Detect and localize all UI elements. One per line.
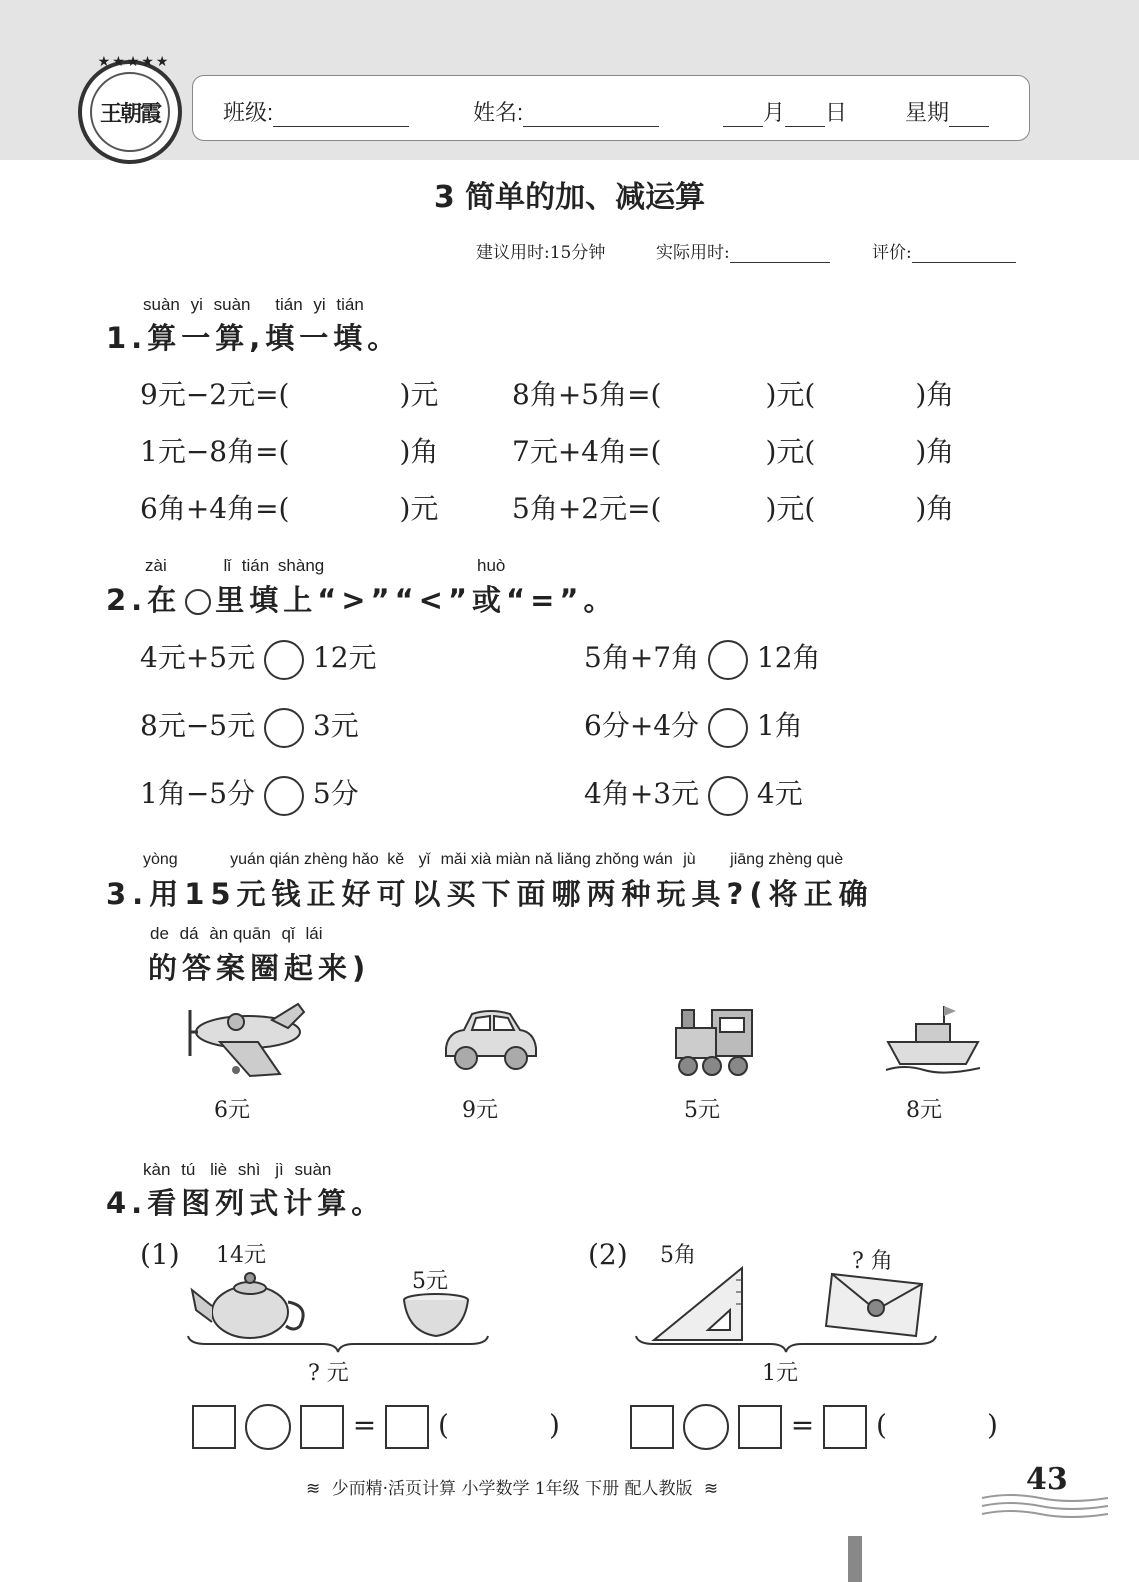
teapot-price: 14元: [216, 1243, 266, 1268]
q2-row: [584, 704, 803, 748]
compare-circle[interactable]: [264, 708, 304, 748]
paren-open: (: [438, 1408, 449, 1442]
car-icon[interactable]: [440, 1004, 540, 1080]
date-field[interactable]: [723, 96, 847, 127]
pinyin: yuán: [230, 851, 265, 868]
answer-box[interactable]: [192, 1405, 236, 1449]
wave-icon: ≋: [703, 1479, 719, 1499]
q1-row: [512, 487, 954, 527]
pinyin: lái: [305, 924, 323, 943]
pinyin: yi: [190, 295, 203, 314]
week-blank[interactable]: [949, 104, 989, 127]
pinyin: miàn: [495, 851, 531, 868]
equation-2: [630, 1404, 998, 1450]
expr: 1角: [756, 709, 803, 742]
answer-box[interactable]: [385, 1405, 429, 1449]
pinyin: yi: [313, 295, 326, 314]
q1-pinyin: [143, 295, 364, 315]
toy-price: 6元: [214, 1098, 250, 1123]
expr: 5角+2元=(: [512, 492, 662, 525]
q2-row: [584, 772, 803, 816]
name-label: 姓名:: [473, 100, 524, 125]
pinyin: qián: [269, 851, 300, 868]
toy-price: 8元: [906, 1098, 942, 1123]
q2-text-a: 2.在: [106, 583, 182, 617]
boat-icon[interactable]: [884, 1002, 982, 1078]
week-label: 星期: [905, 100, 950, 125]
pinyin: de: [150, 924, 169, 943]
q2-text-b: 里填上“>”“<”或“=”。: [215, 583, 618, 617]
q1-row: [140, 430, 438, 470]
brace-bracket: [634, 1334, 938, 1358]
pinyin: wán: [643, 851, 673, 868]
student-info-box: [192, 75, 1030, 141]
pinyin: tú: [181, 1160, 196, 1179]
pinyin: qǐ: [281, 924, 295, 943]
unit: )角: [915, 435, 955, 468]
expr: 8元−5元: [140, 709, 256, 742]
name-field[interactable]: [473, 96, 659, 127]
stars-icon: ★★★★★: [97, 54, 171, 70]
pinyin: liè: [210, 1160, 228, 1179]
part2-total: 1元: [762, 1361, 798, 1386]
month-label: 月: [763, 100, 786, 125]
pinyin: suàn: [294, 1160, 332, 1179]
q2-row: [140, 704, 359, 748]
eval-blank[interactable]: [912, 244, 1016, 263]
q2-pinyin: [145, 556, 505, 576]
unit: )元(: [765, 492, 816, 525]
answer-box[interactable]: [300, 1405, 344, 1449]
pinyin: jiāng: [730, 851, 764, 868]
wave-icon: ≋: [306, 1479, 321, 1499]
q1-row: [140, 373, 438, 413]
part1-total: ? 元: [308, 1361, 349, 1386]
expr: 8角+5角=(: [512, 378, 662, 411]
expr: 12元: [312, 641, 377, 674]
actual-time-label: 实际用时:: [656, 243, 730, 263]
paren-open: (: [876, 1408, 887, 1442]
equation-1: [192, 1404, 560, 1450]
class-label: 班级:: [223, 100, 274, 125]
expr: 4角+3元: [584, 777, 700, 810]
actual-time-blank[interactable]: [730, 244, 830, 263]
expr: 6分+4分: [584, 709, 700, 742]
page-title: 3 简单的加、减运算: [433, 180, 706, 215]
expr: 6角+4角=(: [140, 492, 290, 525]
pinyin: shì: [237, 1160, 261, 1179]
footer-text: 少而精·活页计算 小学数学 1年级 下册 配人教版: [331, 1479, 693, 1499]
equals-sign: =: [352, 1408, 377, 1442]
expr: 12角: [756, 641, 821, 674]
logo-text: 王朝霞: [99, 100, 160, 127]
pinyin: kě: [387, 851, 405, 868]
expr: 4元+5元: [140, 641, 256, 674]
compare-circle[interactable]: [264, 776, 304, 816]
eval-label: 评价:: [872, 243, 912, 263]
unit: )角: [399, 435, 439, 468]
unit: )角: [915, 378, 955, 411]
q3-text-line2: 的答案圈起来): [148, 951, 371, 985]
compare-circle[interactable]: [264, 640, 304, 680]
paren-close: ): [986, 1408, 998, 1442]
compare-circle[interactable]: [708, 708, 748, 748]
q4-text: 4.看图列式计算。: [106, 1186, 386, 1220]
pinyin: dá: [179, 924, 199, 943]
operator-circle[interactable]: [683, 1404, 729, 1450]
pinyin: tián: [241, 556, 270, 575]
q3-text-line1: 3.用15元钱正好可以买下面哪两种玩具?(将正确: [106, 877, 874, 911]
pinyin: nǎ: [534, 851, 553, 868]
pinyin: zhǒng: [595, 851, 639, 868]
toy-price: 9元: [462, 1098, 498, 1123]
unit: )元(: [765, 378, 816, 411]
expr: 3元: [312, 709, 359, 742]
pinyin: jì: [275, 1160, 284, 1179]
paren-close: ): [548, 1408, 560, 1442]
q2-text: [106, 578, 617, 619]
q3-pinyin-line1: [143, 851, 843, 869]
operator-circle[interactable]: [245, 1404, 291, 1450]
class-field[interactable]: [223, 96, 409, 127]
train-icon[interactable]: [668, 998, 758, 1084]
expr: 1元−8角=(: [140, 435, 290, 468]
pinyin: què: [816, 851, 844, 868]
pinyin: àn: [209, 924, 229, 943]
footer: [306, 1474, 718, 1499]
pinyin: shàng: [277, 556, 325, 575]
pinyin: yòng: [143, 851, 178, 868]
expr: 5角+7角: [584, 641, 700, 674]
brace-bracket: [186, 1334, 490, 1358]
toy-price: 5元: [684, 1098, 720, 1123]
pinyin: suàn: [143, 295, 180, 314]
pinyin: huò: [476, 556, 506, 575]
q1-text: 1.算一算,填一填。: [106, 321, 402, 355]
pinyin: yǐ: [418, 851, 431, 868]
expr: 5分: [312, 777, 359, 810]
publisher-logo: [78, 54, 182, 164]
ruler-price: 5角: [660, 1243, 696, 1268]
page-number: 43: [1026, 1462, 1068, 1497]
pinyin: kàn: [143, 1160, 171, 1179]
q2-row: [140, 636, 377, 680]
day-label: 日: [825, 100, 848, 125]
equals-sign: =: [790, 1408, 815, 1442]
pinyin: jù: [683, 851, 696, 868]
pinyin: zhèng: [768, 851, 813, 868]
part1-label: (1): [140, 1238, 180, 1271]
circle-symbol: [185, 589, 211, 615]
pinyin: hǎo: [352, 851, 379, 868]
evaluation[interactable]: [872, 238, 1016, 263]
class-blank[interactable]: [273, 104, 409, 127]
q1-row: [512, 373, 954, 413]
pinyin: tián: [336, 295, 364, 314]
q2-row: [584, 636, 821, 680]
suggested-time: 建议用时:15分钟: [476, 243, 606, 263]
compare-circle[interactable]: [708, 776, 748, 816]
q1-row: [140, 487, 438, 527]
compare-circle[interactable]: [708, 640, 748, 680]
pinyin: xià: [470, 851, 492, 868]
expr: 9元−2元=(: [140, 378, 290, 411]
expr: 7元+4角=(: [512, 435, 662, 468]
expr: 4元: [756, 777, 803, 810]
unit: )元(: [765, 435, 816, 468]
q2-row: [140, 772, 359, 816]
q4-pinyin: [143, 1160, 331, 1180]
q1-row: [512, 430, 954, 470]
page-tab: [848, 1536, 862, 1582]
pinyin: liǎng: [557, 851, 591, 868]
pinyin: zài: [145, 556, 167, 575]
week-field[interactable]: [905, 96, 989, 127]
answer-box[interactable]: [630, 1405, 674, 1449]
airplane-icon[interactable]: [180, 998, 310, 1088]
pinyin: zhèng: [304, 851, 348, 868]
part2-label: (2): [588, 1238, 628, 1271]
envelope-price: ? 角: [852, 1249, 893, 1274]
actual-time[interactable]: [656, 238, 830, 263]
unit: )元: [399, 378, 439, 411]
name-blank[interactable]: [523, 104, 659, 127]
expr: 1角−5分: [140, 777, 256, 810]
pinyin: lǐ: [223, 556, 232, 575]
pinyin: quān: [232, 924, 271, 943]
answer-box[interactable]: [738, 1405, 782, 1449]
bowl-price: 5元: [412, 1269, 448, 1294]
month-blank[interactable]: [723, 104, 763, 127]
pinyin: suàn: [213, 295, 251, 314]
pinyin: tián: [275, 295, 303, 314]
answer-box[interactable]: [823, 1405, 867, 1449]
q3-pinyin-line2: [150, 924, 323, 944]
unit: )角: [915, 492, 955, 525]
day-blank[interactable]: [785, 104, 825, 127]
unit: )元: [399, 492, 439, 525]
envelope-icon: [822, 1270, 926, 1344]
pinyin: mǎi: [440, 851, 467, 868]
